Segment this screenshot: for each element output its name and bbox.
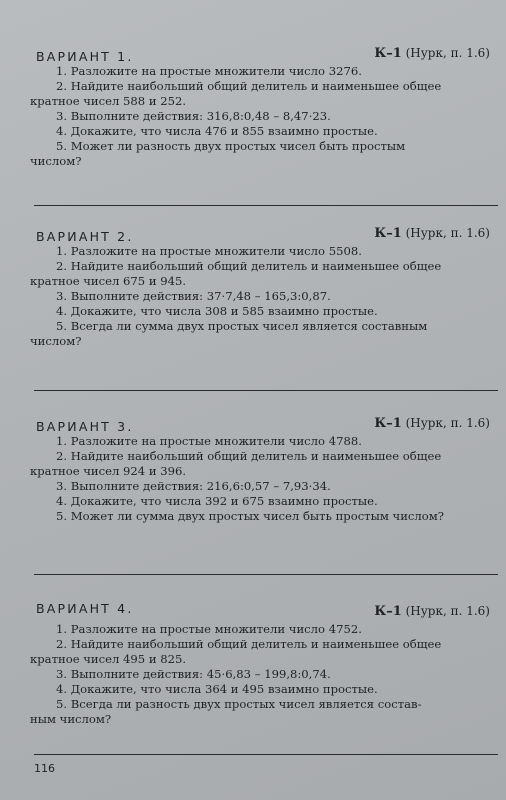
variant-code: [374, 226, 490, 241]
task-2: 2. Найдите наибольший общий делитель и наименьшее общее: [56, 637, 442, 651]
divider-rule: [34, 574, 498, 575]
task-3: 3. Выполните действия: 216,6:0,57 – 7,93·34.: [56, 479, 331, 493]
test-reference: (Нурк, п. 1.6): [405, 226, 490, 240]
test-code: К–1: [374, 226, 402, 241]
task-4: 4. Докажите, что числа 476 и 855 взаимно простые.: [56, 124, 378, 138]
task-2-continuation: кратное чисел 924 и 396.: [30, 464, 187, 478]
test-reference: (Нурк, п. 1.6): [405, 46, 490, 60]
variant-3: [30, 416, 494, 524]
task-1: 1. Разложите на простые множители число 4752.: [56, 622, 362, 636]
task-3: 3. Выполните действия: 316,8:0,48 – 8,47·23.: [56, 109, 331, 123]
variant-header: [30, 598, 494, 619]
variant-code: [374, 416, 490, 431]
variant-code: [374, 46, 490, 61]
task-4: 4. Докажите, что числа 364 и 495 взаимно простые.: [56, 682, 378, 696]
task-3: 3. Выполните действия: 37·7,48 – 165,3:0,87.: [56, 289, 331, 303]
test-reference: (Нурк, п. 1.6): [405, 416, 490, 430]
task-2: 2. Найдите наибольший общий делитель и наименьшее общее: [56, 79, 442, 93]
variant-title: ВАРИАНТ 3.: [36, 419, 134, 434]
task-5: 5. Всегда ли разность двух простых чисел является состав-: [56, 697, 422, 711]
variant-2: [30, 226, 494, 349]
variant-title: ВАРИАНТ 4.: [36, 601, 134, 616]
task-2-continuation: кратное чисел 675 и 945.: [30, 274, 187, 288]
task-2: 2. Найдите наибольший общий делитель и наименьшее общее: [56, 449, 442, 463]
task-2-continuation: кратное чисел 495 и 825.: [30, 652, 187, 666]
task-4: 4. Докажите, что числа 308 и 585 взаимно простые.: [56, 304, 378, 318]
variant-header: [30, 226, 494, 244]
task-5: 5. Может ли разность двух простых чисел быть простым: [56, 139, 406, 153]
task-1: 1. Разложите на простые множители число 3276.: [56, 64, 362, 78]
variant-code: [374, 604, 490, 619]
task-1: 1. Разложите на простые множители число 4788.: [56, 434, 362, 448]
page-number: 116: [34, 762, 55, 775]
task-1: 1. Разложите на простые множители число 5508.: [56, 244, 362, 258]
task-5-continuation: числом?: [30, 334, 82, 348]
test-code: К–1: [374, 46, 402, 61]
task-5: 5. Всегда ли сумма двух простых чисел является составным: [56, 319, 428, 333]
variant-1: [30, 46, 494, 169]
task-5-continuation: ным числом?: [30, 712, 112, 726]
test-code: К–1: [374, 416, 402, 431]
task-5: 5. Может ли сумма двух простых чисел быть простым числом?: [56, 509, 444, 523]
variant-4: [30, 598, 494, 727]
variant-header: [30, 46, 494, 64]
variant-title: ВАРИАНТ 1.: [36, 49, 134, 64]
task-2: 2. Найдите наибольший общий делитель и наименьшее общее: [56, 259, 442, 273]
variant-title: ВАРИАНТ 2.: [36, 229, 134, 244]
test-code: К–1: [374, 604, 402, 619]
divider-rule: [34, 205, 498, 206]
divider-rule: [34, 390, 498, 391]
test-reference: (Нурк, п. 1.6): [405, 604, 490, 618]
divider-rule: [34, 754, 498, 755]
variant-header: [30, 416, 494, 434]
task-3: 3. Выполните действия: 45·6,83 – 199,8:0,74.: [56, 667, 331, 681]
task-2-continuation: кратное чисел 588 и 252.: [30, 94, 187, 108]
task-5-continuation: числом?: [30, 154, 82, 168]
task-4: 4. Докажите, что числа 392 и 675 взаимно простые.: [56, 494, 378, 508]
